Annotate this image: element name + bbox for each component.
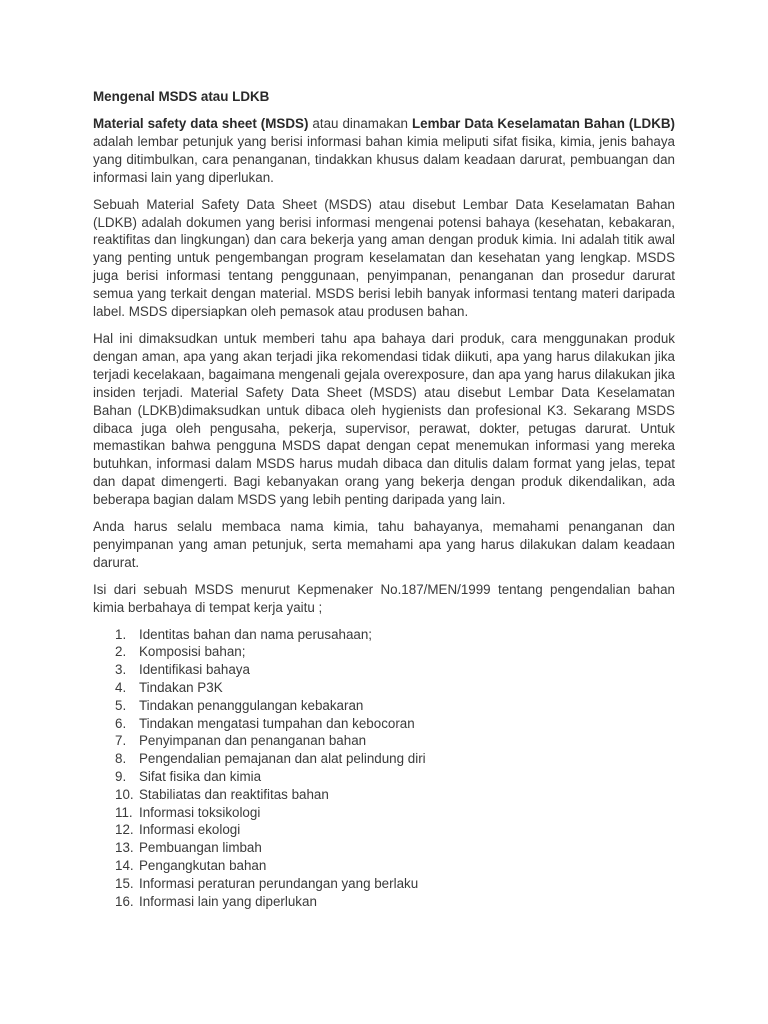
list-item [93,626,675,644]
list-item-text: Pengangkutan bahan [139,857,267,873]
paragraph-list-intro: Isi dari sebuah MSDS menurut Kepmenaker No.187/MEN/1999 tentang pengendalian bahan kimia berbahaya di tempat kerja yaitu ; [93,581,675,615]
intro-connector: atau dinamakan [308,116,412,131]
list-item-text: Sifat fisika dan kimia [139,768,262,784]
list-item-number: 12. [115,822,134,838]
list-item-text: Pembuangan limbah [139,840,262,856]
list-item [93,804,675,822]
list-item [93,768,675,786]
list-item-number: 3. [115,662,127,678]
list-item-number: 14. [115,857,134,873]
list-item-number: 11. [115,804,133,820]
paragraph-purpose: Hal ini dimaksudkan untuk memberi tahu apa bahaya dari produk, cara menggunakan produk dengan aman, apa yang akan terjadi jika rekomendasi tidak diikuti, apa yang harus dilakukan jika terjadi kecelakaan, bagaimana mengenali gejala overexposure, dan apa yang harus dilakukan jika insiden terjadi. Material Safety Data Sheet (MSDS) atau disebut Lembar Data Keselamatan Bahan (LDKB)dimaksudkan untuk dibaca oleh hygienists dan profesional K3. Sekarang MSDS dibaca juga oleh pengusaha, pekerja, supervisor, perawat, dokter, petugas darurat. Untuk memastikan bahwa pengguna MSDS dapat dengan cepat menemukan informasi yang mereka butuhkan, informasi dalam MSDS harus mudah dibaca dan ditulis dalam format yang jelas, tepat dan dapat dimengerti. Bagi kebanyakan orang yang bekerja dengan produk dikendalikan, ada beberapa bagian dalam MSDS yang lebih penting daripada yang lain. [93,330,675,508]
list-item-number: 15. [115,875,134,891]
list-item-number: 6. [115,715,127,731]
list-item-number: 10. [115,786,134,802]
list-item [93,661,675,679]
list-item [93,679,675,697]
list-item [93,732,675,750]
intro-term-msds: Material safety data sheet (MSDS) [93,116,309,131]
list-item-text: Identitas bahan dan nama perusahaan; [139,626,373,642]
list-item-number: 7. [115,733,127,749]
list-item [93,857,675,875]
list-item-number: 2. [115,644,127,660]
intro-term-ldkb: Lembar Data Keselamatan Bahan (LDKB) [411,116,676,131]
list-item-text: Stabiliatas dan reaktifitas bahan [139,786,329,802]
list-item [93,839,675,857]
list-item-text: Penyimpanan dan penanganan bahan [139,733,367,749]
list-item-number: 1. [115,626,127,642]
list-item [93,821,675,839]
list-item-text: Tindakan penanggulangan kebakaran [139,697,364,713]
list-item-text: Identifikasi bahaya [139,662,250,678]
list-item-number: 8. [115,751,127,767]
list-item-number: 13. [115,840,134,856]
paragraph-definition: Sebuah Material Safety Data Sheet (MSDS) atau disebut Lembar Data Keselamatan Bahan (LDKB) adalah dokumen yang berisi informasi mengenai potensi bahaya (kesehatan, kebakaran, reaktifitas dan lingkungan) dan cara bekerja yang aman dengan produk kimia. Ini adalah titik awal yang penting untuk pengembangan program keselamatan dan kesehatan yang lengkap. MSDS juga berisi informasi tentang penggunaan, penyimpanan, penanganan dan prosedur darurat semua yang terkait dengan material. MSDS berisi lebih banyak informasi tentang materi daripada label. MSDS dipersiapkan oleh pemasok atau produsen bahan. [93,196,675,320]
list-item-number: 4. [115,679,127,695]
paragraph-reading-advice: Anda harus selalu membaca nama kimia, tahu bahayanya, memahami penanganan dan penyimpanan yang aman petunjuk, serta memahami apa yang harus dilakukan dalam keadaan darurat. [93,519,675,570]
list-item-text: Tindakan P3K [139,679,223,695]
list-item [93,875,675,893]
list-item [93,893,675,911]
list-item-text: Informasi peraturan perundangan yang berlaku [139,875,419,891]
intro-rest: adalah lembar petunjuk yang berisi informasi bahan kimia meliputi sifat fisika, kimia, jenis bahaya yang ditimbulkan, cara penanganan, tindakkan khusus dalam keadaan darurat, pembuangan dan informasi lain yang diperlukan. [93,133,675,185]
list-item-text: Komposisi bahan; [139,644,246,660]
document-title: Mengenal MSDS atau LDKB [93,89,270,104]
list-item [93,715,675,733]
list-item-text: Tindakan mengatasi tumpahan dan kebocoran [139,715,415,731]
list-item [93,750,675,768]
list-item-text: Pengendalian pemajanan dan alat pelindung diri [139,751,426,767]
list-item-number: 9. [115,768,127,784]
list-item [93,643,675,661]
list-item [93,697,675,715]
intro-paragraph [93,115,675,187]
document-page [93,88,675,910]
list-item-number: 16. [115,893,134,909]
list-item-text: Informasi lain yang diperlukan [139,893,317,909]
msds-contents-list [93,626,675,911]
list-item-text: Informasi ekologi [139,822,241,838]
list-item [93,786,675,804]
list-item-text: Informasi toksikologi [139,804,261,820]
list-item-number: 5. [115,697,127,713]
